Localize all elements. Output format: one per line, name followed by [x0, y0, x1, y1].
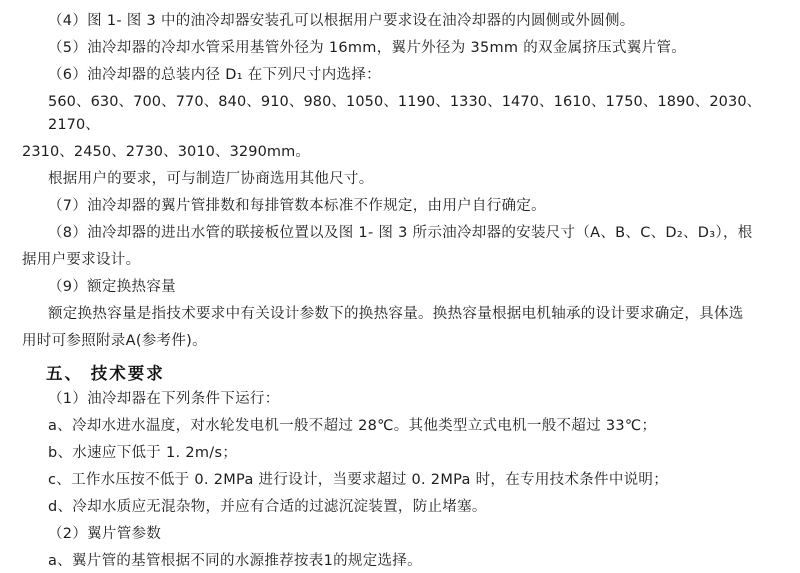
paragraph-item-9-body-line-1: 额定换热容量是指技术要求中有关设计参数下的换热容量。换热容量根据电机轴承的设计要求确定，具体选 [48, 306, 744, 323]
paragraph-item-4: （4）图 1- 图 3 中的油冷却器安装孔可以根据用户要求设在油冷却器的内圆侧或外圆侧。 [48, 13, 635, 29]
paragraph-sizes-line-2: 2310、2450、2730、3010、3290mm。 [22, 144, 310, 161]
paragraph-req-1-c: c、工作水压按不低于 0. 2MPa 进行设计，当要求超过 0. 2MPa 时，在专用技术条件中说明； [48, 471, 669, 488]
paragraph-req-1-a: a、冷却水进水温度，对水轮发电机一般不超过 28℃。其他类型立式电机一般不超过 33℃； [48, 417, 657, 434]
paragraph-req-2-a: a、翼片管的基管根据不同的水源推荐按表1的规定选择。 [48, 552, 422, 569]
paragraph-item-8-line-2: 据用户要求设计。 [22, 252, 141, 269]
paragraph-note-custom-size: 根据用户的要求，可与制造厂协商选用其他尺寸。 [48, 171, 374, 188]
section-heading-technical-requirements: 五、 技术要求 [46, 363, 165, 383]
paragraph-sizes-line-1: 560、630、700、770、840、910、980、1050、1190、1330、1470、1610、1750、1890、2030、2170、 [48, 93, 762, 134]
paragraph-req-1: （1）油冷却器在下列条件下运行： [48, 390, 280, 407]
paragraph-req-2: （2）翼片管参数 [48, 525, 162, 542]
paragraph-item-9-body-line-2: 用时可参照附录A(参考件)。 [22, 333, 207, 350]
paragraph-item-6: （6）油冷却器的总装内径 D₁ 在下列尺寸内选择： [48, 66, 381, 83]
paragraph-item-7: （7）油冷却器的翼片管排数和每排管数本标准不作规定，由用户自行确定。 [48, 198, 546, 215]
paragraph-item-5: （5）油冷却器的冷却水管采用基管外径为 16mm，翼片外径为 35mm 的双金属挤压式翼片管。 [48, 39, 687, 56]
paragraph-req-1-d: d、冷却水质应无混杂物，并应有合适的过滤沉淀装置，防止堵塞。 [48, 498, 487, 515]
paragraph-req-1-b: b、水速应下低于 1. 2m/s； [48, 444, 238, 461]
paragraph-item-8-line-1: （8）油冷却器的进出水管的联接板位置以及图 1- 图 3 所示油冷却器的安装尺寸（A、B、C、D₂、D₃），根 [48, 225, 753, 242]
paragraph-item-9: （9）额定换热容量 [48, 279, 176, 296]
